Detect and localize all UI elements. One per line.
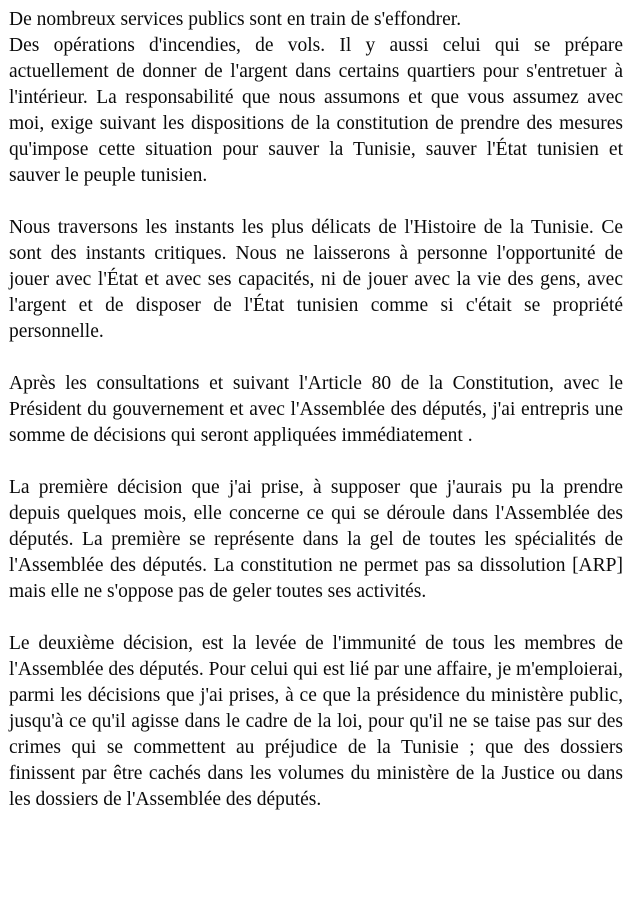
paragraph-second-decision: Le deuxième décision, est la levée de l'immunité de tous les membres de l'Assemblée des députés. Pour celui qui est lié par une affaire, je m'emploierai, parmi les décisions que j'ai prises, à ce que la présidence du ministère public, jusqu'à ce qu'il agisse dans le cadre de la loi, pour qu'il ne se taise pas sur des crimes qui se commettent au préjudice de la Tunisie ; que des dossiers finissent par être cachés dans les volumes du ministère de la Justice ou dans les dossiers de l'Assemblée des députés. — [9, 633, 623, 810]
paragraph-article-80: Après les consultations et suivant l'Article 80 de la Constitution, avec le Président du gouvernement et avec l'Assemblée des députés, j'ai entrepris une somme de décisions qui seront appliquées immédiatement . — [9, 373, 623, 446]
paragraph-first-decision: La première décision que j'ai prise, à supposer que j'aurais pu la prendre depuis quelques mois, elle concerne ce qui se déroule dans l'Assemblée des députés. La première se représente dans la gel de toutes les spécialités de l'Assemblée des députés. La constitution ne permet pas sa dissolution [ARP] mais elle ne s'oppose pas de geler toutes ses activités. — [9, 477, 623, 602]
paragraph-critical-moments: Nous traversons les instants les plus délicats de l'Histoire de la Tunisie. Ce sont des instants critiques. Nous ne laisserons à personne l'opportunité de jouer avec l'État et avec ses capacités, ni de jouer avec la vie des gens, avec l'argent et de disposer de l'État tunisien comme si c'était se propriété personnelle. — [9, 217, 623, 342]
paragraph-public-services: Des opérations d'incendies, de vols. Il y aussi celui qui se prépare actuellement de donner de l'argent dans certains quartiers pour s'entretuer à l'intérieur. La responsabilité que nous assumons et que vous assumez avec moi, exige suivant les dispositions de la constitution de prendre des mesures qu'impose cette situation pour sauver la Tunisie, sauver l'État tunisien et sauver le peuple tunisien. — [9, 35, 623, 186]
paragraph-intro-line: De nombreux services publics sont en train de s'effondrer. — [9, 9, 462, 30]
